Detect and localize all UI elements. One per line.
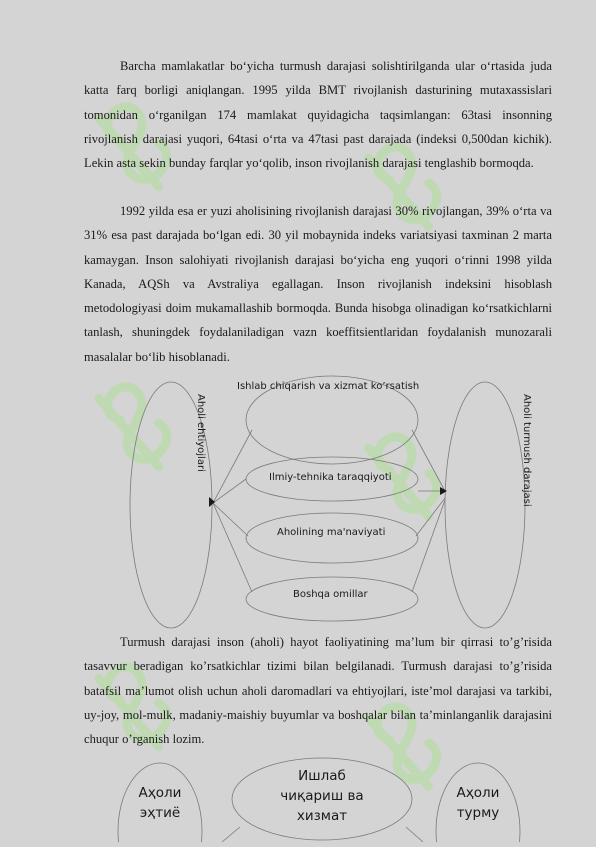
left-vertical-label: Aholi ehtiyojlari: [195, 394, 206, 472]
right-vertical-label: Aholi turmush darajasi: [521, 394, 532, 507]
right-ellipse: [445, 382, 525, 628]
center-label-production: Ishlab chiqarish va xizmat ko’rsatish: [237, 381, 420, 392]
center-label-spirituality: Aholining ma'naviyati: [277, 527, 386, 538]
center-label-2-line-3: хизмат: [296, 808, 348, 824]
left-label-2-line-1: Аҳоли: [138, 785, 182, 801]
center-label-science-tech: Ilmiy-tehnika taraqqiyoti: [269, 472, 392, 483]
paragraph-1: Barcha mamlakatlar bo‘yicha turmush darajasi solishtirilganda ular o‘rtasida juda katta farq borligi aniqlangan. 1995 yilda BMT rivojlanish dasturining mutaxassislari tomonidan o‘rganilgan 174 mamlakat quyidagicha taqsimlangan: 63tasi insonning rivojlanish darajasi yuqori, 64tasi o‘rta va 47tasi past darajada (indeksi 0,500dan kichik). Lekin asta sekin bunday farqlar yo‘qolib, inson rivojlanish darajasi tenglashib bormoqda.: [84, 59, 552, 171]
center-ellipse-3: [246, 513, 418, 563]
right-label-2: [440, 783, 516, 823]
left-label-2: [122, 783, 198, 823]
left-label-2-line-2: эҳтиё: [139, 805, 181, 821]
right-label-2-line-2: турму: [456, 805, 500, 821]
center-label-2-line-1: Ишлаб: [298, 768, 346, 784]
center-label-2: [262, 766, 382, 826]
diagram-living-standard-factors: [0, 370, 596, 632]
paragraph-2: 1992 yilda esa er yuzi aholisining rivojlanish darajasi 30% rivojlangan, 39% o‘rta va 31% esa past darajada bo‘lgan edi. 30 yil mobaynida indeks variatsiyasi taxminan 2 marta kamaygan. Inson salohiyati rivojlanish darajasi bo‘yicha eng yuqori o‘rinni 1998 yilda Kanada, AQSh va Avstraliya egallagan. Inson rivojlanish indeksini hisoblash metodologiyasi doim mukamallashib bormoqda. Bunda hisobga olinadigan ko‘rsatkichlarni tanlash, shuningdek foydalaniladigan vazn koeffitsientlaridan foydalanish munozarali masalalar bo‘lib hisoblanadi.: [84, 204, 552, 364]
diagram-cyrillic-partial: [0, 755, 596, 842]
paragraph-3: Turmush darajasi inson (aholi) hayot faoliyatining ma’lum bir qirrasi to’g’risida tasavvur beradigan ko’rsatkichlar tizimi bilan belgilanadi. Turmush darajasi to’g’risida batafsil ma’lumot olish uchun aholi daromadlari va ehtiyojlari, iste’mol darajasi va tarkibi, uy-joy, mol-mulk, madaniy-maishiy buyumlar va boshqalar bilan ta’minlanganlik darajasini chuqur o’rganish lozim.: [84, 635, 552, 747]
center-label-other-factors: Boshqa omillar: [293, 589, 368, 600]
center-label-2-line-2: чиқариш ва: [280, 788, 364, 804]
right-label-2-line-1: Аҳоли: [456, 785, 500, 801]
